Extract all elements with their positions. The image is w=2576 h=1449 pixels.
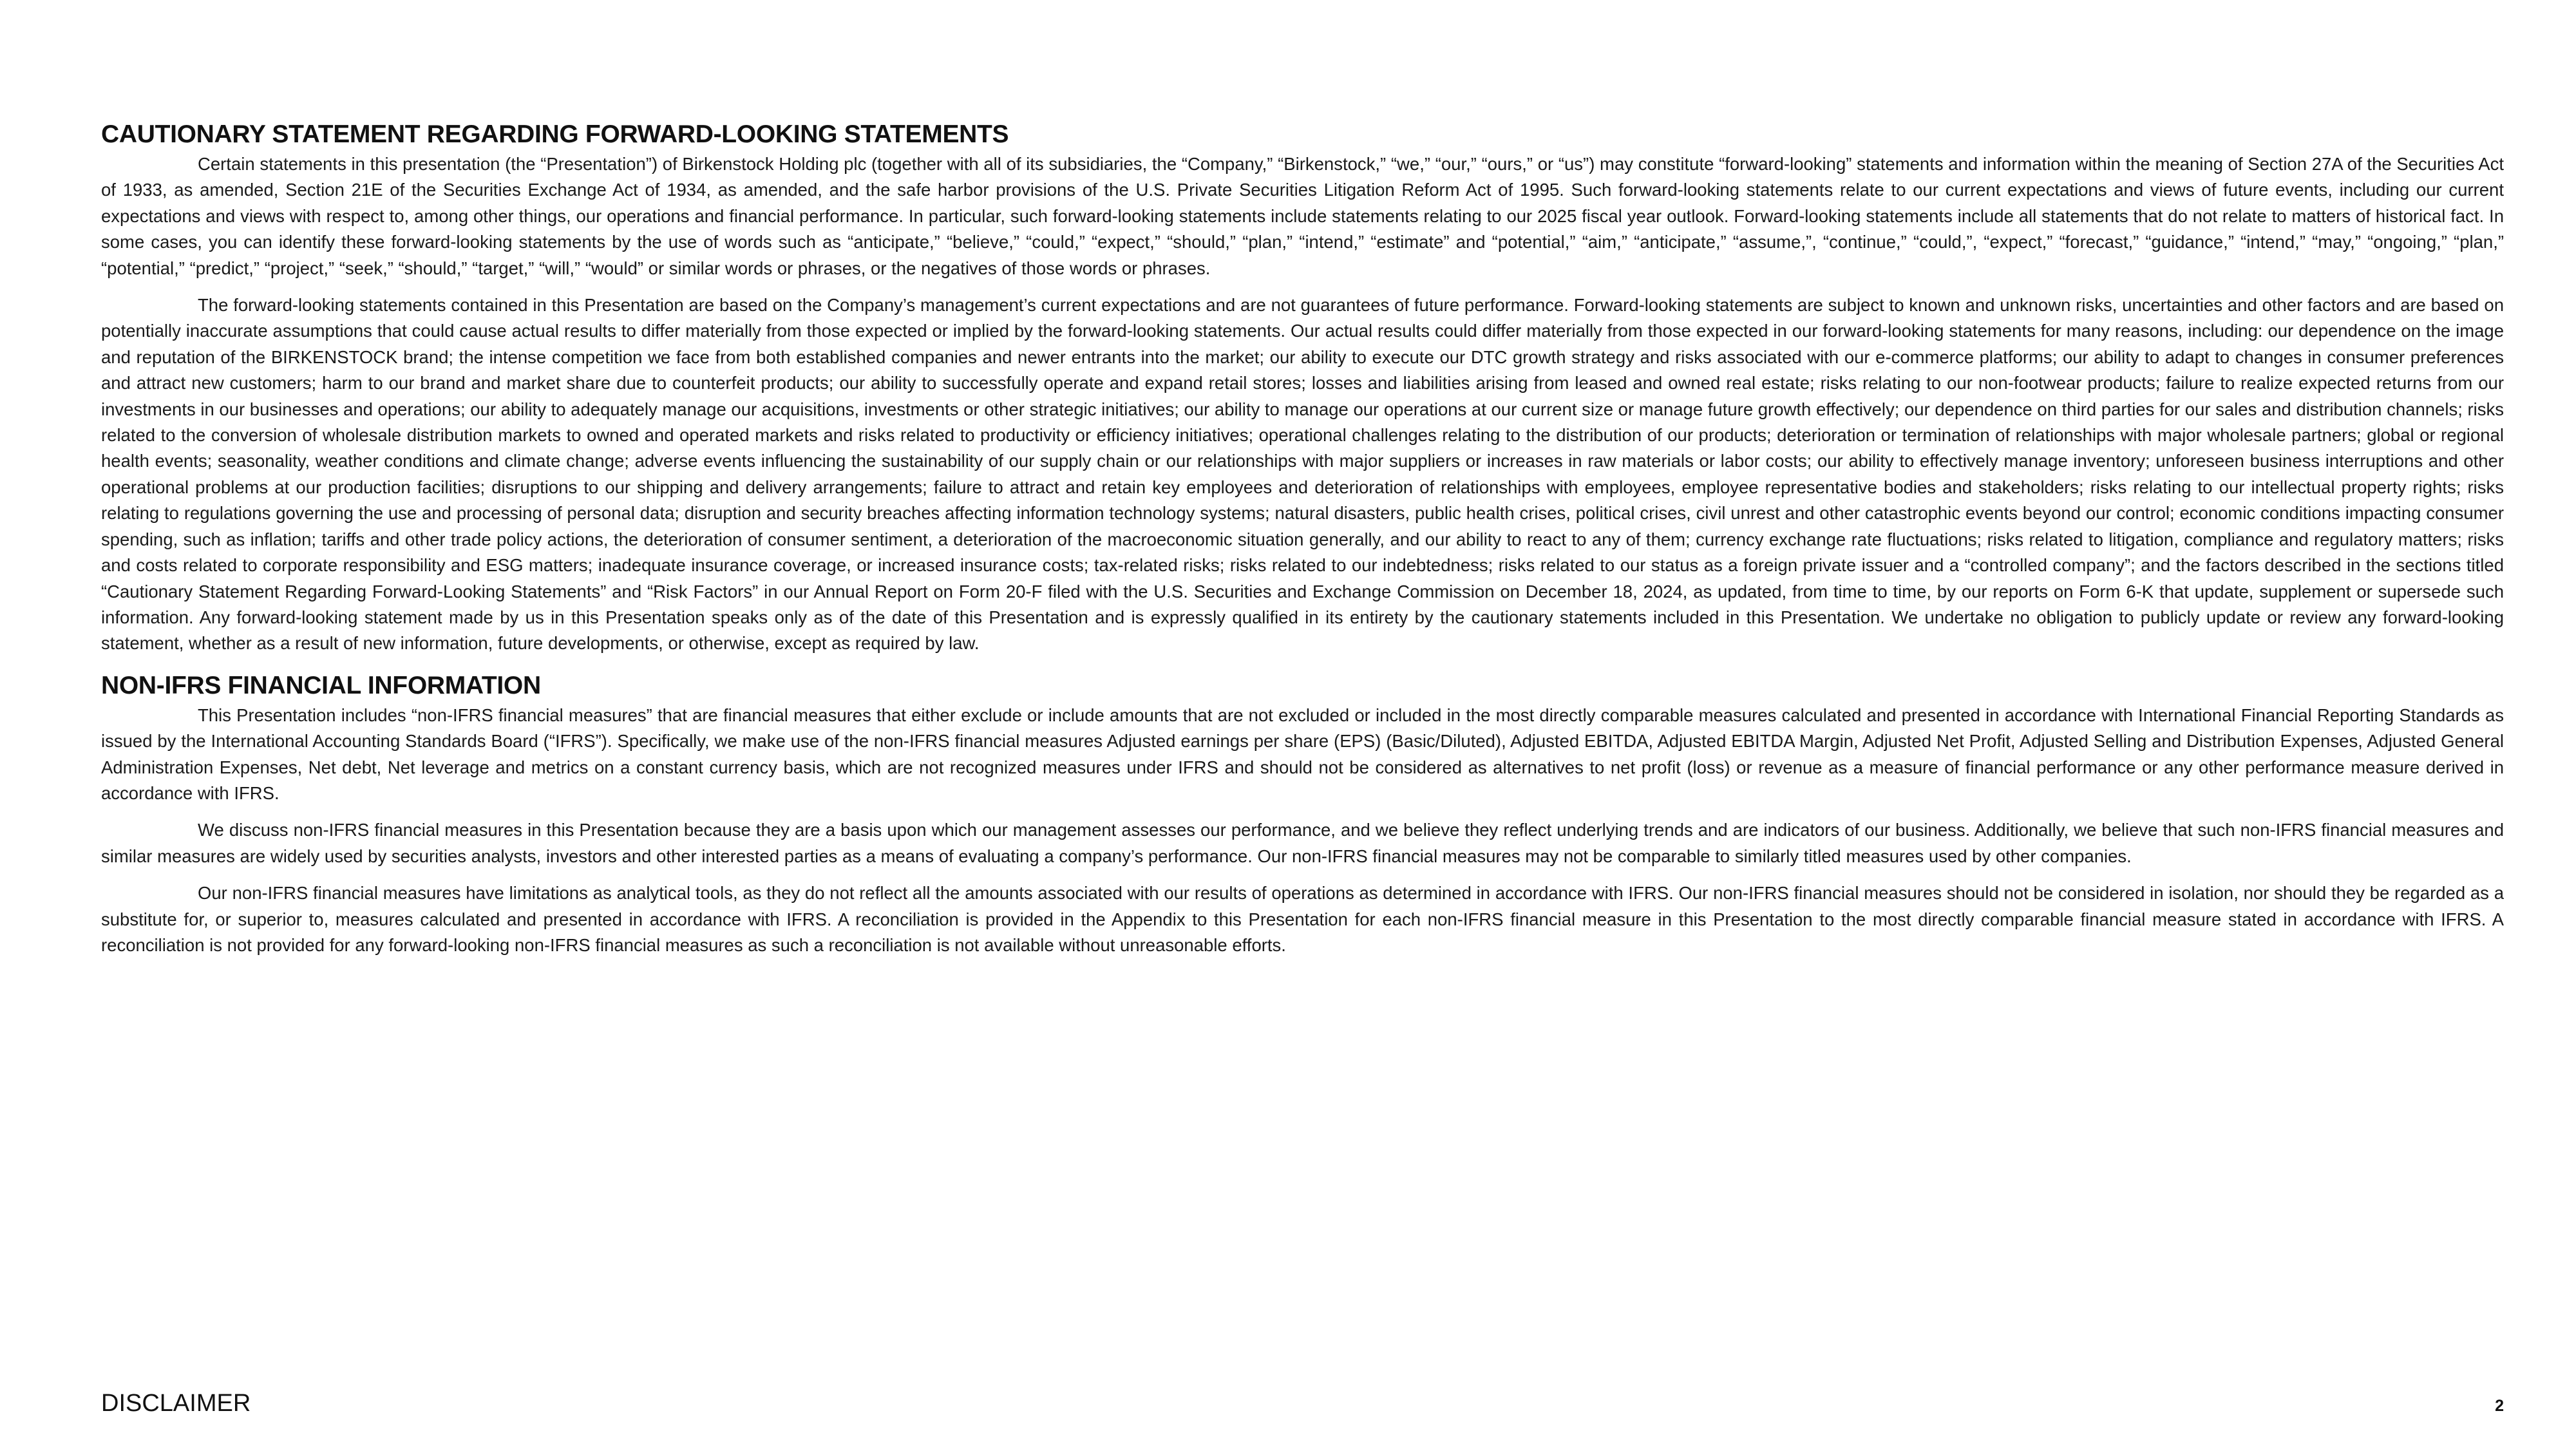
paragraph: This Presentation includes “non-IFRS financial measures” that are financial measures that either exclude or include amounts that are not excluded or included in the most directly comparable measures calculated and presented in accordance with International Financial Reporting Standards as issued by the International Accounting Standards Board (“IFRS”). Specifically, we make use of the non-IFRS financial measures Adjusted earnings per share (EPS) (Basic/Diluted), Adjusted EBITDA, Adjusted EBITDA Margin, Adjusted Net Profit, Adjusted Selling and Distribution Expenses, Adjusted General Administration Expenses, Net debt, Net leverage and metrics on a constant currency basis, which are not recognized measures under IFRS and should not be considered as alternatives to net profit (loss) or revenue as a measure of financial performance or any other performance measure derived in accordance with IFRS. — [101, 705, 2504, 803]
section-forward-looking — [101, 119, 2504, 657]
paragraph: Certain statements in this presentation (the “Presentation”) of Birkenstock Holding plc (together with all of its subsidiaries, the “Company,” “Birkenstock,” “we,” “our,” “ours,” or “us”) may constitute “forward-looking” statements and information within the meaning of Section 27A of the Securities Act of 1933, as amended, Section 21E of the Securities Exchange Act of 1934, as amended, and the safe harbor provisions of the U.S. Private Securities Litigation Reform Act of 1995. Such forward-looking statements relate to our current expectations and views of future events, including our current expectations and views with respect to, among other things, our operations and financial performance. In particular, such forward-looking statements include statements relating to our 2025 fiscal year outlook. Forward-looking statements include all statements that do not relate to matters of historical fact. In some cases, you can identify these forward-looking statements by the use of words such as “anticipate,” “believe,” “could,” “expect,” “should,” “plan,” “intend,” “estimate” and “potential,” “aim,” “anticipate,” “assume,”, “continue,” “could,”, “expect,” “forecast,” “guidance,” “intend,” “may,” “ongoing,” “plan,” “potential,” “predict,” “project,” “seek,” “should,” “target,” “will,” “would” or similar words or phrases, or the negatives of those words or phrases. — [101, 154, 2504, 278]
disclaimer-content — [101, 119, 2504, 969]
section-heading: NON-IFRS FINANCIAL INFORMATION — [101, 671, 541, 699]
page-number: 2 — [2495, 1397, 2504, 1415]
footer-section-label: DISCLAIMER — [101, 1390, 251, 1417]
section-non-ifrs — [101, 670, 2504, 959]
paragraph: The forward-looking statements contained in this Presentation are based on the Company’s management’s current expectations and are not guarantees of future performance. Forward-looking statements are subject to known and unknown risks, uncertainties and other factors and are based on potentially inaccurate assumptions that could cause actual results to differ materially from those expected or implied by the forward-looking statements. Our actual results could differ materially from those expected in our forward-looking statements for many reasons, including: our dependence on the image and reputation of the BIRKENSTOCK brand; the intense competition we face from both established companies and newer entrants into the market; our ability to execute our DTC growth strategy and risks associated with our e-commerce platforms; our ability to adapt to changes in consumer preferences and attract new customers; harm to our brand and market share due to counterfeit products; our ability to successfully operate and expand retail stores; losses and liabilities arising from leased and owned real estate; risks relating to our non-footwear products; failure to realize expected returns from our investments in our businesses and operations; our ability to adequately manage our acquisitions, investments or other strategic initiatives; our ability to manage our operations at our current size or manage future growth effectively; our dependence on third parties for our sales and distribution channels; risks related to the conversion of wholesale distribution markets to owned and operated markets and risks related to productivity or efficiency initiatives; operational challenges relating to the distribution of our products; deterioration or termination of relationships with major wholesale partners; global or regional health events; seasonality, weather conditions and climate change; adverse events influencing the sustainability of our supply chain or our relationships with major suppliers or increases in raw materials or labor costs; our ability to effectively manage inventory; unforeseen business interruptions and other operational problems at our production facilities; disruptions to our shipping and delivery arrangements; failure to attract and retain key employees and deterioration of relationships with employees, employee representative bodies and stakeholders; risks relating to our intellectual property rights; risks relating to regulations governing the use and processing of personal data; disruption and security breaches affecting information technology systems; natural disasters, public health crises, political crises, civil unrest and other catastrophic events beyond our control; economic conditions impacting consumer spending, such as inflation; tariffs and other trade policy actions, the deterioration of consumer sentiment, a deterioration of the macroeconomic situation generally, and our ability to react to any of them; currency exchange rate fluctuations; risks related to litigation, compliance and regulatory matters; risks and costs related to corporate responsibility and ESG matters; inadequate insurance coverage, or increased insurance costs; tax-related risks; risks related to our indebtedness; risks related to our status as a foreign private issuer and a “controlled company”; and the factors described in the sections titled “Cautionary Statement Regarding Forward-Looking Statements” and “Risk Factors” in our Annual Report on Form 20-F filed with the U.S. Securities and Exchange Commission on December 18, 2024, as updated, from time to time, by our reports on Form 6-K that update, supplement or supersede such information. Any forward-looking statement made by us in this Presentation speaks only as of the date of this Presentation and is expressly qualified in its entirety by the cautionary statements included in this Presentation. We undertake no obligation to publicly update or review any forward-looking statement, whether as a result of new information, future developments, or otherwise, except as required by law. — [101, 295, 2504, 654]
section-heading: CAUTIONARY STATEMENT REGARDING FORWARD-LOOKING STATEMENTS — [101, 120, 1009, 148]
paragraph: Our non-IFRS financial measures have limitations as analytical tools, as they do not reflect all the amounts associated with our results of operations as determined in accordance with IFRS. Our non-IFRS financial measures should not be considered in isolation, nor should they be regarded as a substitute for, or superior to, measures calculated and presented in accordance with IFRS. A reconciliation is provided in the Appendix to this Presentation for each non-IFRS financial measure in this Presentation to the most directly comparable financial measure stated in accordance with IFRS. A reconciliation is not provided for any forward-looking non-IFRS financial measures as such a reconciliation is not available without unreasonable efforts. — [101, 883, 2504, 955]
paragraph: We discuss non-IFRS financial measures in this Presentation because they are a basis upon which our management assesses our performance, and we believe they reflect underlying trends and are indicators of our business. Additionally, we believe that such non-IFRS financial measures and similar measures are widely used by securities analysts, investors and other interested parties as a means of evaluating a company’s performance. Our non-IFRS financial measures may not be comparable to similarly titled measures used by other companies. — [101, 820, 2504, 866]
